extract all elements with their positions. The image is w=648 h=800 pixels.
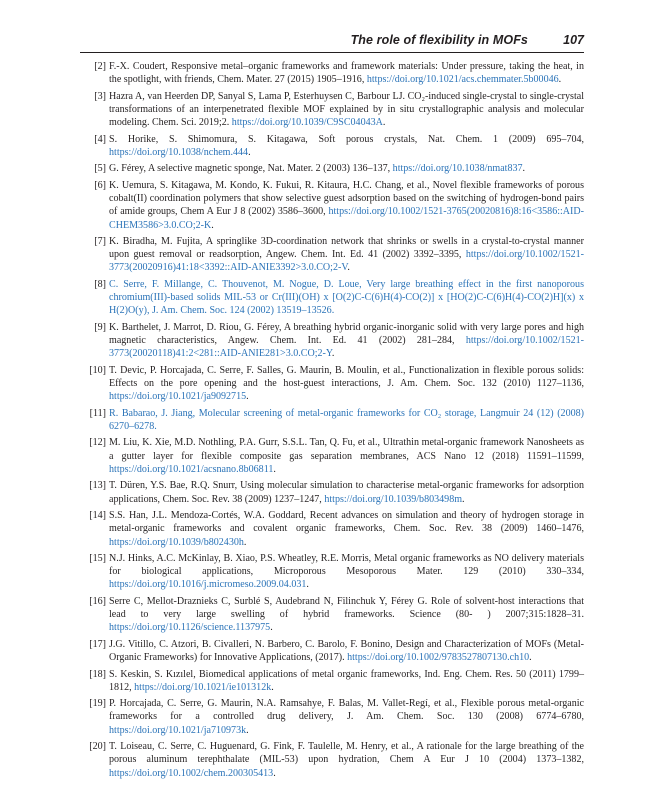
reference-number: [7] bbox=[94, 235, 106, 247]
reference-item bbox=[80, 638, 584, 665]
reference-number: [10] bbox=[89, 364, 106, 376]
reference-number: [3] bbox=[94, 90, 106, 102]
reference-item bbox=[80, 179, 584, 232]
reference-terminal-punctuation: . bbox=[243, 536, 247, 548]
reference-terminal-punctuation: . bbox=[347, 262, 350, 274]
reference-number: [5] bbox=[94, 163, 106, 175]
reference-item bbox=[80, 407, 584, 434]
doi-link[interactable]: https://doi.org/10.1021/ie101312k bbox=[134, 681, 272, 693]
reference-text: K. Uemura, S. Kitagawa, M. Kondo, K. Fukui, R. Kitaura, H.C. Chang, et al., Novel flexible frameworks of porous cobalt(II) coordination polymers that show selective guest adsorption based on the switching of hydrogen-bond pairs of amide groups, Chem A Eur J 8 (2002) 3586–3600, bbox=[109, 179, 584, 218]
reference-item bbox=[80, 90, 584, 130]
doi-link[interactable]: https://doi.org/10.1126/science.1137975 bbox=[109, 622, 271, 634]
reference-text: T. Devic, P. Horcajada, C. Serre, F. Salles, G. Maurin, B. Moulin, et al., Functionalization in flexible porous solids: Effects on the pore opening and the host-guest interactions, J. Am. Chem. Soc. 132 (2010) 1127–1136, bbox=[109, 364, 584, 389]
reference-terminal-punctuation: . bbox=[271, 681, 274, 693]
reference-item bbox=[80, 595, 584, 635]
reference-number: [14] bbox=[89, 510, 106, 521]
reference-item bbox=[80, 479, 584, 506]
reference-terminal-punctuation: . bbox=[382, 117, 386, 129]
reference-item bbox=[80, 60, 584, 87]
doi-link[interactable]: https://doi.org/10.1038/nchem.444 bbox=[109, 146, 249, 158]
reference-item bbox=[80, 509, 584, 549]
reference-text: M. Liu, K. Xie, M.D. Nothling, P.A. Gurr, S.S.L. Tan, Q. Fu, et al., Ultrathin metal-organic framework Nanosheets as a gutter layer for flexible composite gas separation membranes, ACS Nano 12 (2018) 11591–11599, bbox=[109, 437, 584, 462]
reference-number: [4] bbox=[94, 133, 106, 145]
doi-link[interactable]: https://doi.org/10.1002/1521-3773(20020118)41:2<281::AID-ANIE281>3.0.CO;2-Y bbox=[109, 335, 584, 360]
reference-text: N.J. Hinks, A.C. McKinlay, B. Xiao, P.S. Wheatley, R.E. Morris, Metal organic frameworks as NO delivery materials for biological applications, Microporous Mesoporous Mater. 129 (2010) 330–334, bbox=[109, 552, 584, 578]
reference-text: S. Horike, S. Shimomura, S. Kitagawa, Soft porous crystals, Nat. Chem. 1 (2009) 695–704, bbox=[109, 133, 584, 145]
doi-link[interactable]: https://doi.org/10.1021/acs.chemmater.5b00046 bbox=[366, 74, 559, 86]
reference-terminal-punctuation: . bbox=[558, 74, 562, 86]
reference-number: [18] bbox=[89, 668, 106, 680]
reference-number: [2] bbox=[94, 61, 106, 72]
reference-text: C. Serre, F. Millange, C. Thouvenot, M. Nogue, D. Loue, Very large breathing effect in the first nanoporous chromium(III)-based solids MIL-53 or Cr(III)(OH) x [O(2)C-C(6)H(4)-CO(2)] x [HO(2)C-C(6)H(4)-CO(2)H](x) x H(2)O(y), J. Am. Chem. Soc. 124 (2002) 13519–13526. bbox=[109, 278, 584, 317]
reference-number: [19] bbox=[89, 698, 106, 710]
doi-link[interactable]: https://doi.org/10.1021/ja9092715 bbox=[109, 391, 247, 403]
reference-terminal-punctuation: . bbox=[211, 219, 214, 231]
reference-number: [15] bbox=[89, 552, 106, 564]
reference-number: [20] bbox=[89, 741, 106, 753]
reference-terminal-punctuation: . bbox=[270, 622, 273, 634]
reference-item bbox=[80, 697, 584, 737]
reference-number: [8] bbox=[94, 278, 106, 290]
reference-text: P. Horcajada, C. Serre, G. Maurin, N.A. Ramsahye, F. Balas, M. Vallet-Regí, et al., Flexible porous metal-organic frameworks for a controlled drug delivery, J. Am. Chem. Soc. 130 (2008) 6774–6780, bbox=[109, 698, 584, 723]
doi-link[interactable]: https://doi.org/10.1021/acsnano.8b06811 bbox=[109, 463, 274, 475]
doi-link[interactable]: https://doi.org/10.1002/chem.200305413 bbox=[109, 767, 274, 779]
page-number: 107 bbox=[563, 33, 584, 47]
reference-number: [12] bbox=[89, 437, 106, 449]
reference-number: [13] bbox=[89, 480, 106, 492]
header-rule bbox=[80, 52, 584, 53]
reference-terminal-punctuation: . bbox=[273, 767, 276, 779]
doi-link[interactable]: https://doi.org/10.1002/9783527807130.ch10 bbox=[347, 652, 530, 664]
reference-text: J.G. Vitillo, C. Atzori, B. Civalleri, N. Barbero, C. Barolo, F. Bonino, Design and Characterization of MOFs (Metal-Organic Frameworks) for Innovative Applications, (2017). bbox=[109, 638, 584, 664]
reference-number: [17] bbox=[89, 638, 106, 650]
reference-text: S. Keskin, S. Kızılel, Biomedical applications of metal organic frameworks, Ind. Eng. Chem. Res. 50 (2011) 1799–1812, bbox=[109, 668, 584, 693]
reference-text: S.S. Han, J.L. Mendoza-Cortés, W.A. Goddard, Recent advances on simulation and theory of hydrogen storage in metal-organic frameworks and covalent organic frameworks, Chem. Soc. Rev. 38 (2009) 1460–1476, bbox=[109, 510, 584, 535]
reference-text: R. Babarao, J. Jiang, Molecular screening of metal-organic frameworks for CO₂ storage, Langmuir 24 (12) (2008) 6270–6278. bbox=[109, 407, 584, 432]
reference-terminal-punctuation: . bbox=[522, 163, 526, 175]
reference-terminal-punctuation: . bbox=[246, 391, 249, 403]
reference-item bbox=[80, 133, 584, 160]
running-header bbox=[80, 33, 584, 53]
reference-terminal-punctuation: . bbox=[246, 724, 249, 736]
doi-link[interactable]: https://doi.org/10.1039/b803498m bbox=[324, 493, 463, 505]
reference-number: [16] bbox=[89, 595, 106, 607]
doi-link[interactable]: https://doi.org/10.1038/nmat837 bbox=[392, 163, 523, 175]
reference-text: T. Loiseau, C. Serre, C. Huguenard, G. Fink, F. Taulelle, M. Henry, et al., A rationale for the large breathing of the porous aluminum terephthalate (MIL-53) upon hydration, Chem A Eur J 10 (2004) 1373–1382, bbox=[109, 741, 584, 766]
reference-text: T. Düren, Y.S. Bae, R.Q. Snurr, Using molecular simulation to characterise metal-organic frameworks for adsorption applications, Chem. Soc. Rev. 38 (2009) 1237–1247, bbox=[109, 480, 584, 505]
reference-terminal-punctuation: . bbox=[273, 463, 276, 475]
reference-item bbox=[80, 321, 584, 361]
reference-item bbox=[80, 668, 584, 695]
reference-text: F.-X. Coudert, Responsive metal–organic frameworks and framework materials: Under pressure, taking the heat, in the spotlight, with friends, Chem. Mater. 27 (2015) 1905–1916, bbox=[109, 61, 584, 86]
reference-number: [6] bbox=[94, 179, 106, 191]
reference-terminal-punctuation: . bbox=[306, 579, 309, 591]
doi-link[interactable]: https://doi.org/10.1039/b802430h bbox=[109, 536, 244, 548]
reference-text: Serre C, Mellot-Draznieks C, Surblé S, Audebrand N, Filinchuk Y, Férey G. Role of solvent-host interactions that lead to very large swelling of hybrid frameworks. Science (80- ) 2007;315:1828–31. bbox=[109, 595, 584, 621]
reference-item bbox=[80, 235, 584, 275]
reference-text: K. Barthelet, J. Marrot, D. Riou, G. Férey, A breathing hybrid organic-inorganic solid with very large pores and high magnetic characteristics, Angew. Chem. Int. Ed. 41 (2002) 281–284, bbox=[109, 321, 584, 347]
reference-text: Hazra A, van Heerden DP, Sanyal S, Lama P, Esterhuysen C, Barbour LJ. CO₂-induced single-crystal to single-crystal transformations of an interpenetrated flexible MOF explained by in situ crystallographic analysis and molecular modeling. Chem. Sci. 2019;2. bbox=[109, 90, 584, 129]
doi-link[interactable]: https://doi.org/10.1002/1521-3773(20020916)41:18<3392::AID-ANIE3392>3.0.CO;2-V bbox=[109, 249, 584, 274]
doi-link[interactable]: https://doi.org/10.1021/ja710973k bbox=[109, 724, 247, 736]
reference-list bbox=[80, 60, 584, 783]
reference-terminal-punctuation: . bbox=[529, 652, 532, 664]
reference-item bbox=[80, 162, 584, 175]
reference-terminal-punctuation: . bbox=[462, 493, 465, 505]
reference-item bbox=[80, 740, 584, 780]
reference-item bbox=[80, 436, 584, 476]
reference-item bbox=[80, 364, 584, 404]
reference-text: K. Biradha, M. Fujita, A springlike 3D-coordination network that shrinks or swells in a crystal-to-crystal manner upon guest removal or readsorption, Angew. Chem. Int. Ed. 41 (2002) 3392–3395, bbox=[109, 235, 584, 261]
doi-link[interactable]: https://doi.org/10.1016/j.micromeso.2009.04.031 bbox=[109, 579, 307, 591]
reference-text: G. Férey, A selective magnetic sponge, Nat. Mater. 2 (2003) 136–137, bbox=[109, 163, 393, 175]
doi-link[interactable]: https://doi.org/10.1039/C9SC04043A bbox=[231, 117, 383, 129]
reference-number: [9] bbox=[94, 321, 106, 333]
reference-terminal-punctuation: . bbox=[248, 146, 251, 158]
running-title: The role of flexibility in MOFs bbox=[350, 33, 528, 47]
doi-link[interactable]: https://doi.org/10.1002/1521-3765(20020816)8:16<3586::AID-CHEM3586>3.0.CO;2-K bbox=[109, 206, 584, 231]
reference-number: [11] bbox=[89, 407, 106, 419]
reference-terminal-punctuation: . bbox=[331, 348, 335, 360]
reference-item bbox=[80, 552, 584, 592]
reference-item bbox=[80, 278, 584, 318]
